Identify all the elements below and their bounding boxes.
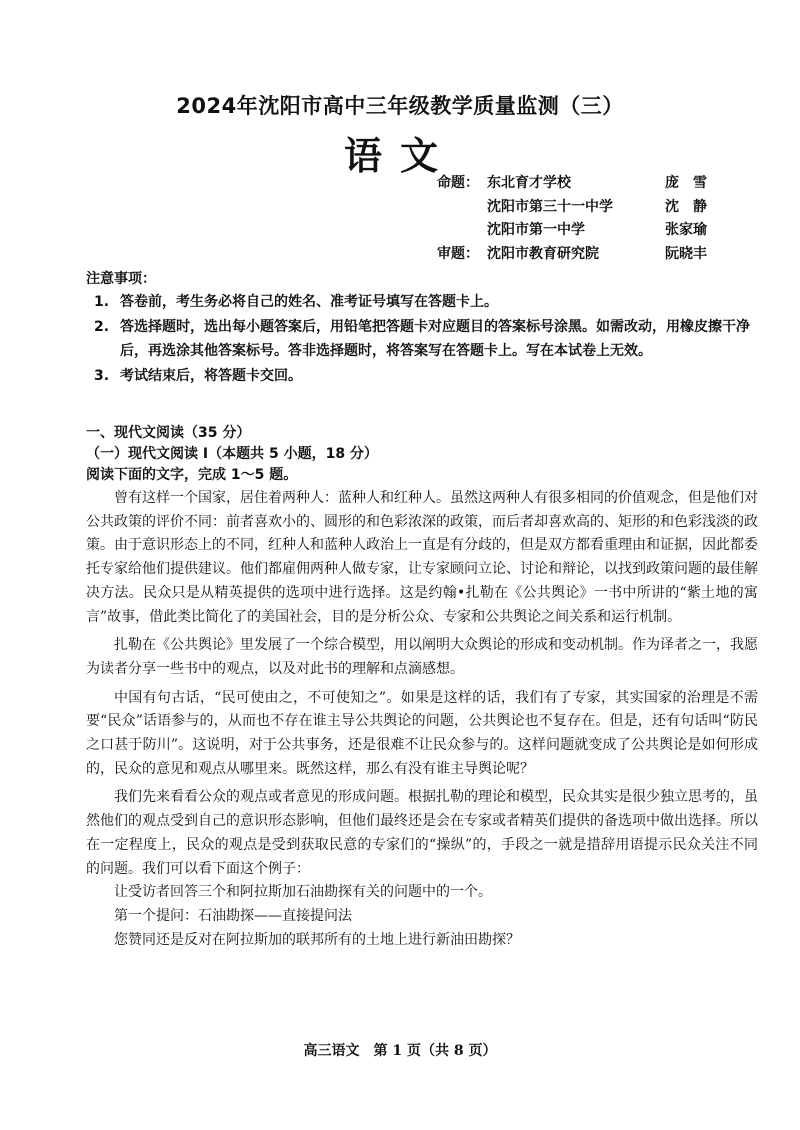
credit-name: 庞 雪: [665, 175, 707, 191]
credit-org: 沈阳市第一中学: [487, 222, 585, 238]
note-number: 1.: [94, 294, 110, 310]
reading-passage: [86, 487, 758, 952]
notes-heading: 注意事项：: [86, 271, 156, 287]
note-text: 答选择题时，选出每小题答案后，用铅笔把答题卡对应题目的答案标号涂黑。如需改动，用橡皮擦干净后，再选涂其他答案标号。答非选择题时，将答案写在答题卡上。写在本试卷上无效。: [120, 318, 750, 359]
credit-name: 张家瑜: [665, 222, 707, 238]
credit-org: 沈阳市第三十一中学: [487, 198, 613, 215]
note-text: 考试结束后，将答题卡交回。: [120, 367, 302, 384]
section-heading: 一、现代文阅读（35 分）: [86, 425, 251, 441]
passage-paragraph: 中国有句古话，“民可使由之，不可使知之”。如果是这样的话，我们有了专家，其实国家的治理是不需要“民众”话语参与的，从而也不存在谁主导公共舆论的问题，公共舆论也不复存在。但是，还有句话叫“防民之口甚于防川”。这说明，对于公共事务，还是很难不让民众参与的。这样问题就变成了公共舆论是如何形成的，民众的意见和观点从哪里来。既然这样，那么有没有谁主导舆论呢？: [86, 689, 758, 777]
credit-row: [437, 219, 757, 243]
exam-title: 2024年沈阳市高中三年级教学质量监测（三）: [176, 94, 624, 118]
subsection-heading: （一）现代文阅读 I（本题共 5 小题，18 分）: [86, 446, 378, 462]
note-item: [86, 364, 756, 389]
subject-title: 语文: [343, 134, 456, 178]
example-line: 您赞同还是反对在阿拉斯加的联邦所有的土地上进行新油田勘探？: [114, 931, 520, 948]
credit-row: [437, 172, 757, 196]
note-number: 2.: [94, 318, 110, 335]
page-footer: 高三语文 第 1 页（共 8 页）: [303, 1043, 497, 1059]
credit-role: 命题：: [437, 175, 479, 191]
credit-name: 阮晓丰: [665, 245, 707, 262]
note-number: 3.: [94, 367, 110, 384]
credits-block: [437, 172, 757, 266]
passage-paragraph: 曾有这样一个国家，居住着两种人：蓝种人和红种人。虽然这两种人有很多相同的价值观念，但是他们对公共政策的评价不同：前者喜欢小的、圆形的和色彩浓深的政策，而后者却喜欢高的、矩形的和色彩浅淡的政策。由于意识形态上的不同，红种人和蓝种人政治上一直是有分歧的，但是双方都看重理由和证据，因此都委托专家给他们提供建议。他们都雇佣两种人做专家，让专家顾问立论、讨论和辩论，以找到政策问题的最佳解决方法。民众只是从精英提供的选项中进行选择。这是约翰•扎勒在《公共舆论》一书中所讲的“紫土地的寓言”故事，借此类比简化了的美国社会，目的是分析公众、专家和公共舆论之间关系和运行机制。: [86, 490, 758, 625]
credit-org: 沈阳市教育研究院: [487, 245, 599, 262]
credit-row: [437, 243, 757, 267]
credit-role: 审题：: [437, 245, 479, 262]
credit-org: 东北育才学校: [487, 175, 571, 191]
credit-name: 沈 静: [665, 198, 707, 215]
notes-block: [86, 268, 756, 388]
reading-instruction: 阅读下面的文字，完成 1～5 题。: [86, 467, 298, 483]
example-line: 让受访者回答三个和阿拉斯加石油勘探有关的问题中的一个。: [114, 884, 492, 901]
passage-paragraph: 我们先来看看公众的观点或者意见的形成问题。根据扎勒的理论和模型，民众其实是很少独立思考的，虽然他们的观点受到自己的意识形态影响，但他们最终还是会在专家或者精英们提供的备选项中做出选择。所以在一定程度上，民众的观点是受到获取民意的专家们的“操纵”的，手段之一就是措辞用语提示民众关注不同的问题。我们可以看下面这个例子：: [86, 789, 758, 877]
credit-row: [437, 196, 757, 220]
example-line: 第一个提问：石油勘探——直接提问法: [114, 907, 352, 924]
passage-paragraph: 扎勒在《公共舆论》里发展了一个综合模型，用以阐明大众舆论的形成和变动机制。作为译者之一，我愿为读者分享一些书中的观点，以及对此书的理解和点滴感想。: [86, 637, 758, 677]
note-item: [86, 290, 756, 315]
note-item: [86, 315, 756, 364]
note-text: 答卷前，考生务必将自己的姓名、准考证号填写在答题卡上。: [120, 294, 498, 310]
